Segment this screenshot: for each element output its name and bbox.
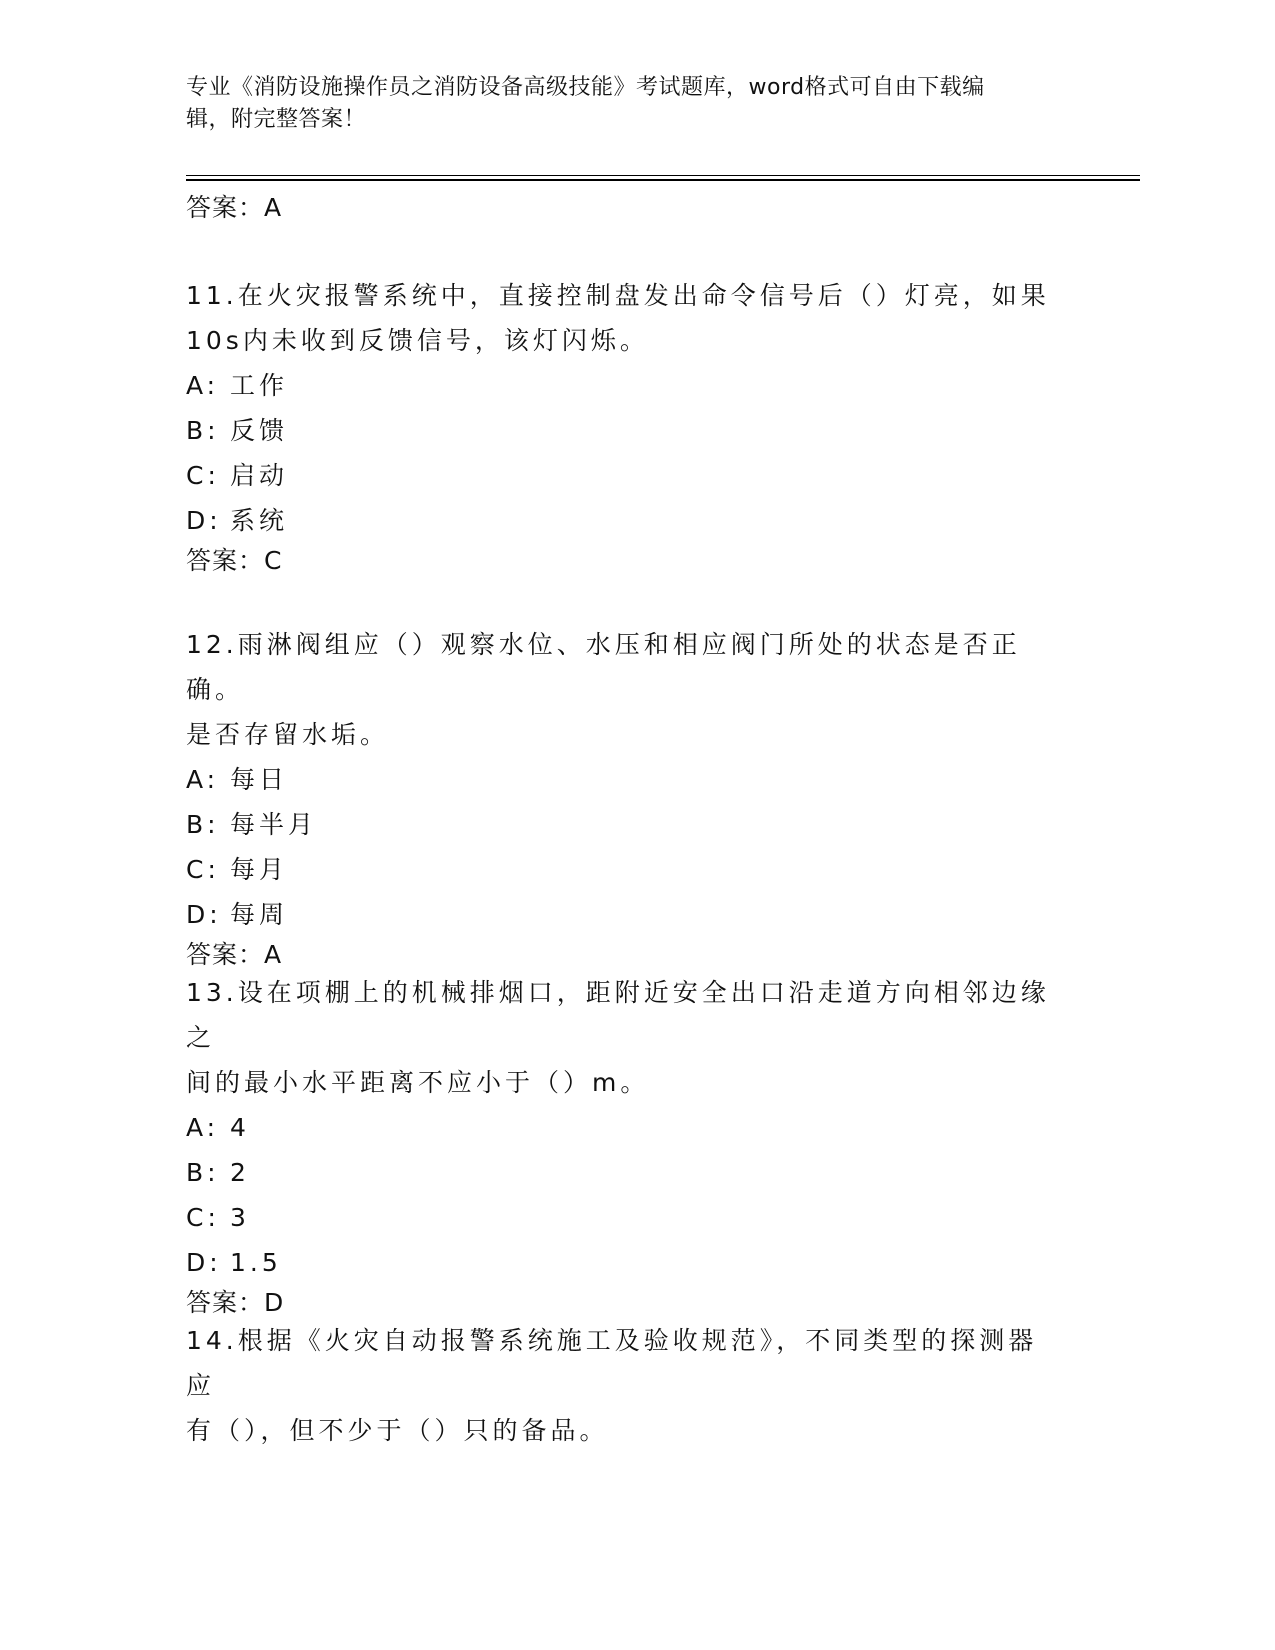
question-line-1: 14.根据《火灾自动报警系统施工及验收规范》，不同类型的探测器应 bbox=[186, 1326, 1038, 1400]
question-text bbox=[186, 1318, 1066, 1453]
header-divider-thin bbox=[186, 175, 1140, 176]
question-line-1: 13.设在项棚上的机械排烟口，距附近安全出口沿走道方向相邻边缘之 bbox=[186, 978, 1050, 1052]
question-11 bbox=[186, 273, 1086, 579]
option-text: 2 bbox=[230, 1158, 250, 1187]
option-d bbox=[186, 1240, 1086, 1285]
question-text bbox=[186, 622, 1066, 757]
option-d bbox=[186, 498, 1086, 543]
option-c bbox=[186, 1195, 1086, 1240]
option-label: D: bbox=[186, 900, 222, 929]
option-a bbox=[186, 1105, 1086, 1150]
option-text: 4 bbox=[230, 1113, 250, 1142]
question-line-1: 11.在火灾报警系统中，直接控制盘发出命令信号后（）灯亮，如果 bbox=[186, 281, 1050, 310]
option-label: A: bbox=[186, 765, 220, 794]
header-divider-thick bbox=[186, 179, 1140, 181]
option-text: 每周 bbox=[230, 900, 289, 929]
option-text: 每日 bbox=[230, 765, 289, 794]
option-label: B: bbox=[186, 1158, 220, 1187]
option-label: B: bbox=[186, 416, 220, 445]
option-label: A: bbox=[186, 371, 220, 400]
question-text bbox=[186, 273, 1066, 363]
option-text: 每半月 bbox=[230, 810, 318, 839]
option-b bbox=[186, 1150, 1086, 1195]
option-text: 每月 bbox=[230, 855, 289, 884]
option-label: C: bbox=[186, 1203, 220, 1232]
question-14 bbox=[186, 1318, 1086, 1453]
option-label: B: bbox=[186, 810, 220, 839]
question-line-2: 间的最小水平距离不应小于（）m。 bbox=[186, 1068, 650, 1097]
option-label: C: bbox=[186, 461, 220, 490]
question-line-2: 是否存留水垢。 bbox=[186, 720, 390, 749]
previous-answer: 答案：A bbox=[186, 193, 283, 222]
option-a bbox=[186, 363, 1086, 408]
option-text: 3 bbox=[230, 1203, 250, 1232]
question-13 bbox=[186, 970, 1086, 1321]
option-label: D: bbox=[186, 506, 222, 535]
option-text: 启动 bbox=[230, 461, 289, 490]
question-line-2: 10s内未收到反馈信号，该灯闪烁。 bbox=[186, 326, 649, 355]
answer: 答案：A bbox=[186, 940, 283, 969]
option-text: 反馈 bbox=[230, 416, 289, 445]
option-a bbox=[186, 757, 1086, 802]
option-text: 1.5 bbox=[230, 1248, 282, 1277]
question-text bbox=[186, 970, 1066, 1105]
option-c bbox=[186, 453, 1086, 498]
option-b bbox=[186, 408, 1086, 453]
option-text: 系统 bbox=[230, 506, 289, 535]
option-d bbox=[186, 892, 1086, 937]
header-line-2: 辑，附完整答案！ bbox=[186, 107, 367, 132]
header-line-1: 专业《消防设施操作员之消防设备高级技能》考试题库，word格式可自由下载编 bbox=[186, 75, 985, 100]
question-line-2: 有（），但不少于（）只的备品。 bbox=[186, 1416, 609, 1445]
question-line-1: 12.雨淋阀组应（）观察水位、水压和相应阀门所处的状态是否正确。 bbox=[186, 630, 1021, 704]
option-c bbox=[186, 847, 1086, 892]
answer: 答案：C bbox=[186, 546, 283, 575]
document-header bbox=[186, 72, 1066, 136]
option-label: C: bbox=[186, 855, 220, 884]
answer: 答案：D bbox=[186, 1288, 285, 1317]
option-text: 工作 bbox=[230, 371, 289, 400]
question-12 bbox=[186, 622, 1086, 973]
option-b bbox=[186, 802, 1086, 847]
option-label: A: bbox=[186, 1113, 220, 1142]
option-label: D: bbox=[186, 1248, 222, 1277]
